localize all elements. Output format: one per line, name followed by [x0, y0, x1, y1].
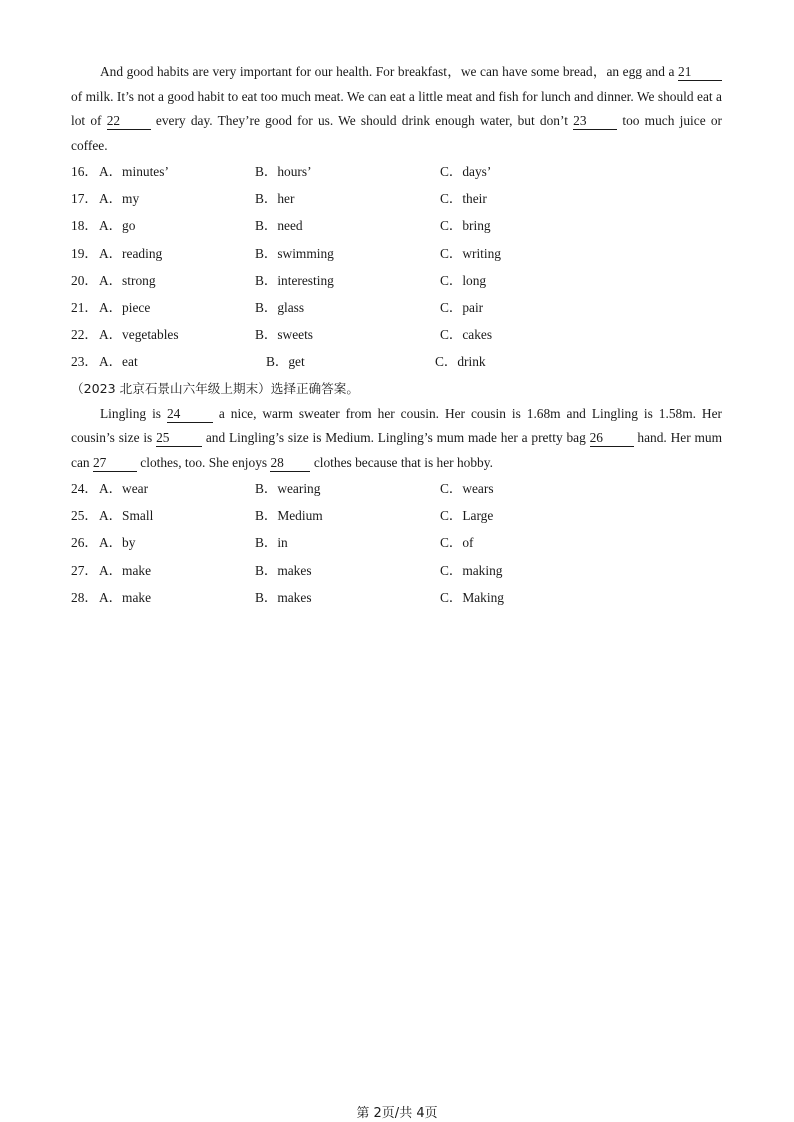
option-c: C．writing	[440, 245, 502, 261]
question-number: 18．	[71, 218, 98, 234]
section-source-heading: （2023 北京石景山六年级上期末）选择正确答案。	[71, 380, 359, 396]
question-number: 26．	[71, 535, 98, 551]
question-26	[71, 529, 722, 556]
passage-text: Lingling is	[100, 405, 167, 421]
option-c: C．pair	[440, 299, 484, 315]
question-17	[71, 185, 722, 212]
option-a: A．piece	[99, 299, 151, 315]
question-number: 27．	[71, 562, 98, 578]
option-c: C．bring	[440, 218, 491, 234]
option-c: C．drink	[435, 354, 486, 370]
question-number: 20．	[71, 272, 98, 288]
question-number: 25．	[71, 508, 98, 524]
question-number: 23．	[71, 354, 98, 370]
option-b: B．glass	[255, 299, 305, 315]
option-b: B．hours’	[255, 164, 312, 179]
passage-text: every day. They’re good for us. We should drink enough water, but don’t	[150, 113, 574, 128]
option-b: B．get	[266, 354, 305, 370]
passage-text: clothes because that is her hobby.	[310, 454, 493, 470]
option-b: B．swimming	[255, 245, 334, 261]
question-21	[71, 294, 722, 321]
option-a: A．go	[99, 218, 136, 234]
question-16	[71, 158, 722, 185]
worksheet-page	[71, 60, 722, 611]
option-b: B．makes	[255, 562, 312, 578]
option-c: C．wears	[440, 481, 494, 496]
question-number: 21．	[71, 299, 98, 315]
question-number: 24．	[71, 481, 98, 496]
passage-text: too much juice or coffee.	[71, 113, 722, 153]
question-27	[71, 557, 722, 584]
option-c: C．days’	[440, 164, 492, 179]
blank-28: 28	[270, 455, 310, 472]
option-b: B．makes	[255, 589, 312, 605]
question-number: 16．	[71, 164, 98, 179]
question-25	[71, 502, 722, 529]
passage-text: of milk. It’s not a good habit to eat too much meat. We can eat a little meat and fish for lunch and dinner. We should eat a lot of	[71, 88, 722, 128]
blank-24: 24	[167, 406, 213, 423]
question-24	[71, 475, 722, 502]
passage-text: And good habits are very important for our health. For breakfast，we can have some bread，an egg and a	[100, 64, 678, 79]
option-c: C．long	[440, 272, 487, 288]
option-c: C．of	[440, 535, 474, 551]
option-a: A．wear	[99, 481, 149, 496]
option-a: A．reading	[99, 245, 163, 261]
question-19	[71, 240, 722, 267]
page-number-footer: 第 2页/共 4页	[356, 1106, 438, 1121]
blank-21: 21	[678, 64, 722, 81]
option-a: A．minutes’	[99, 164, 169, 179]
option-a: A．my	[99, 191, 140, 207]
question-number: 19．	[71, 245, 98, 261]
option-b: B．in	[255, 535, 288, 551]
option-a: A．by	[99, 535, 136, 551]
option-a: A．make	[99, 589, 152, 605]
passage-text: a nice, warm sweater from her cousin. Her cousin is 1.68m and Lingling is 1.58m. Her cousin’s size is	[71, 405, 722, 445]
option-b: B．sweets	[255, 327, 314, 343]
option-c: C．cakes	[440, 327, 493, 343]
question-23	[71, 348, 722, 375]
option-c: C．Making	[440, 589, 504, 605]
option-a: A．vegetables	[99, 327, 179, 343]
option-b: B．wearing	[255, 481, 321, 496]
question-28	[71, 584, 722, 611]
blank-23: 23	[573, 113, 617, 130]
option-b: B．her	[255, 191, 295, 207]
question-number: 22．	[71, 327, 98, 343]
option-b: B．need	[255, 218, 303, 234]
passage-text: clothes, too. She enjoys	[136, 454, 271, 470]
option-a: A．Small	[99, 508, 154, 524]
passage-lingling	[71, 402, 722, 476]
option-c: C．making	[440, 562, 503, 578]
passage-text: hand. Her mum can	[71, 430, 722, 470]
question-list-24-28	[71, 475, 722, 611]
option-c: C．Large	[440, 508, 494, 524]
question-18	[71, 212, 722, 239]
option-b: B．interesting	[255, 272, 334, 288]
question-list-16-23	[71, 158, 722, 376]
option-a: A．make	[99, 562, 152, 578]
question-20	[71, 267, 722, 294]
question-number: 28．	[71, 589, 98, 605]
option-b: B．Medium	[255, 508, 323, 524]
option-a: A．strong	[99, 272, 156, 288]
blank-26: 26	[590, 430, 634, 447]
option-c: C．their	[440, 191, 487, 207]
blank-25: 25	[156, 430, 202, 447]
passage-healthy-habits	[71, 60, 722, 158]
blank-22: 22	[107, 113, 151, 130]
question-22	[71, 321, 722, 348]
question-number: 17．	[71, 191, 98, 207]
blank-27: 27	[93, 455, 137, 472]
option-a: A．eat	[99, 354, 138, 370]
passage-text: and Lingling’s size is Medium. Lingling’s mum made her a pretty bag	[202, 430, 590, 445]
